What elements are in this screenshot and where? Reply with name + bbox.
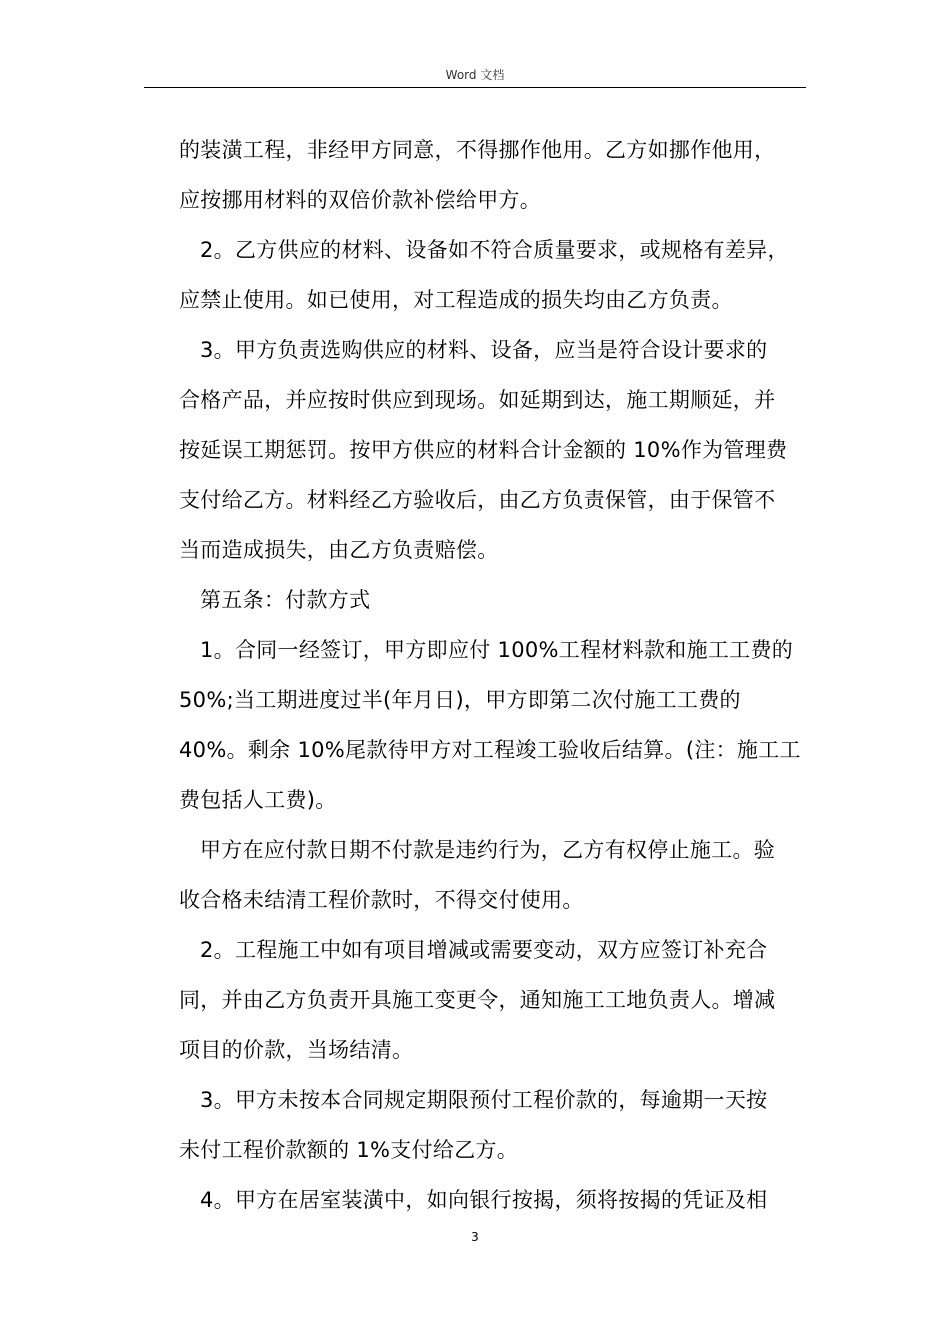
body-line: 应按挪用材料的双倍价款补偿给甲方。 xyxy=(179,188,542,212)
body-line: 项目的价款，当场结清。 xyxy=(179,1038,414,1062)
body-line: 1。合同一经签订，甲方即应付 100%工程材料款和施工工费的 xyxy=(200,638,794,662)
body-line: 费包括人工费)。 xyxy=(179,788,337,812)
body-line: 50%;当工期进度过半(年月日)，甲方即第二次付施工工费的 xyxy=(179,688,741,712)
page-number: 3 xyxy=(471,1230,479,1244)
body-line: 3。甲方负责选购供应的材料、设备，应当是符合设计要求的 xyxy=(200,338,768,362)
body-line: 应禁止使用。如已使用，对工程造成的损失均由乙方负责。 xyxy=(179,288,733,312)
section-heading: 第五条：付款方式 xyxy=(200,588,371,612)
page-header: Word 文档 xyxy=(445,68,505,82)
body-line: 未付工程价款额的 1%支付给乙方。 xyxy=(179,1138,519,1162)
body-line: 的装潢工程，非经甲方同意，不得挪作他用。乙方如挪作他用， xyxy=(179,138,776,162)
body-line: 同，并由乙方负责开具施工变更令，通知施工工地负责人。增减 xyxy=(179,988,776,1012)
body-line: 支付给乙方。材料经乙方验收后，由乙方负责保管，由于保管不 xyxy=(179,488,776,512)
body-line: 4。甲方在居室装潢中，如向银行按揭，须将按揭的凭证及相 xyxy=(200,1188,768,1212)
body-line: 按延误工期惩罚。按甲方供应的材料合计金额的 10%作为管理费 xyxy=(179,438,788,462)
body-line: 2。乙方供应的材料、设备如不符合质量要求，或规格有差异， xyxy=(200,238,789,262)
body-line: 当而造成损失，由乙方负责赔偿。 xyxy=(179,538,499,562)
document-body xyxy=(179,128,807,1228)
body-line: 合格产品，并应按时供应到现场。如延期到达，施工期顺延，并 xyxy=(179,388,776,412)
body-line: 收合格未结清工程价款时，不得交付使用。 xyxy=(179,888,584,912)
body-line: 2。工程施工中如有项目增减或需要变动，双方应签订补充合 xyxy=(200,938,768,962)
body-line: 甲方在应付款日期不付款是违约行为，乙方有权停止施工。验 xyxy=(200,838,776,862)
body-line: 3。甲方未按本合同规定期限预付工程价款的，每逾期一天按 xyxy=(200,1088,768,1112)
body-line: 40%。剩余 10%尾款待甲方对工程竣工验收后结算。(注：施工工 xyxy=(179,738,801,762)
header-divider xyxy=(144,87,806,88)
